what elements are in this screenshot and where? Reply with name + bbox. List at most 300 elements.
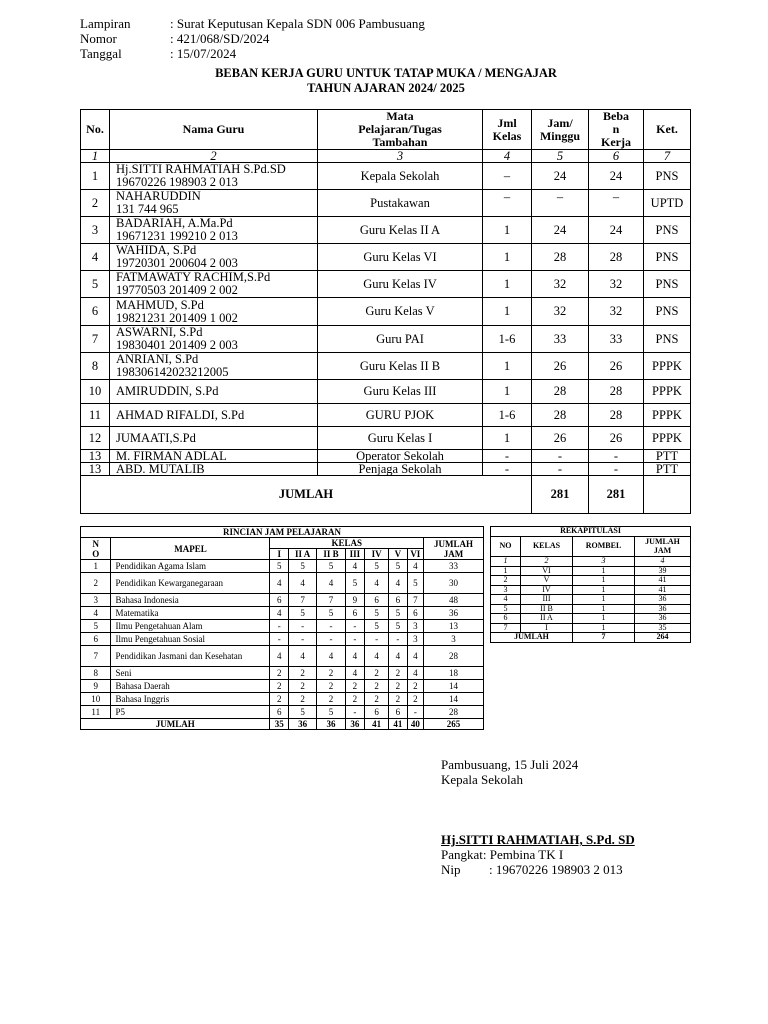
signature-nip-value: : 19670226 198903 2 013 <box>489 862 623 877</box>
rincian-hours: - <box>317 633 345 646</box>
rekap-kelas: VI <box>521 566 573 576</box>
rekap-jam: 35 <box>635 623 691 633</box>
rincian-total-cell: 36 <box>317 719 345 730</box>
rincian-hours: 6 <box>365 594 389 607</box>
keterangan: PNS <box>644 244 691 271</box>
teacher-nip: 19671231 199210 2 013 <box>116 229 238 243</box>
header-label: Tanggal <box>80 46 122 61</box>
rincian-hours: 5 <box>389 560 408 573</box>
col-header-beban-kerja <box>589 110 644 150</box>
rincian-hours: 9 <box>345 594 365 607</box>
jml-kelas: - <box>483 450 532 463</box>
rincian-total-cell: 35 <box>270 719 289 730</box>
rekap-total-row <box>491 633 691 643</box>
total-row <box>81 476 691 514</box>
rekap-no: 5 <box>491 604 521 614</box>
rincian-mapel: Pendidikan Agama Islam <box>111 560 270 573</box>
class-header: III <box>345 549 365 560</box>
teacher-task: Pustakawan <box>318 190 483 217</box>
teacher-task: Operator Sekolah <box>318 450 483 463</box>
teacher-task: Guru Kelas III <box>318 380 483 404</box>
jml-kelas: 1 <box>483 353 532 380</box>
rekap-header-row <box>491 537 691 557</box>
beban-kerja: 28 <box>589 404 644 427</box>
rincian-body <box>81 560 484 719</box>
jml-kelas: – <box>483 163 532 190</box>
class-header: IV <box>365 549 389 560</box>
rincian-row <box>81 607 484 620</box>
rekap-no: 1 <box>491 566 521 576</box>
keterangan: PTT <box>644 450 691 463</box>
rincian-hours: 2 <box>365 680 389 693</box>
index-cell: 1 <box>491 557 521 567</box>
keterangan: PNS <box>644 217 691 244</box>
rincian-hours: 5 <box>317 560 345 573</box>
rincian-hours: - <box>389 633 408 646</box>
table-row <box>81 404 691 427</box>
table-row <box>81 427 691 450</box>
rincian-row <box>81 680 484 693</box>
class-header: II B <box>317 549 345 560</box>
jam-minggu: – <box>532 190 589 217</box>
rincian-hours: 2 <box>288 667 316 680</box>
rekap-kelas: II A <box>521 614 573 624</box>
rincian-hours: - <box>345 706 365 719</box>
row-no: 11 <box>81 404 110 427</box>
teacher-task: Guru Kelas I <box>318 427 483 450</box>
rincian-no: 5 <box>81 620 111 633</box>
rincian-hours: 4 <box>365 646 389 667</box>
rekap-kelas: IV <box>521 585 573 595</box>
col-header-line: n <box>612 122 620 136</box>
rincian-no: 11 <box>81 706 111 719</box>
col-header-line: Beba <box>602 109 629 123</box>
index-cell: 4 <box>483 150 532 163</box>
rekap-jam: 36 <box>635 614 691 624</box>
row-no: 6 <box>81 298 110 326</box>
col-header-ket: Ket. <box>644 110 691 150</box>
beban-kerja: 33 <box>589 326 644 353</box>
teacher-name: AHMAD RIFALDI, S.Pd <box>110 404 318 427</box>
rincian-hours: 5 <box>288 706 316 719</box>
teacher-nip: 19821231 201409 1 002 <box>116 310 238 325</box>
rincian-hours: 6 <box>365 706 389 719</box>
teacher-name-cell <box>110 163 318 190</box>
rekap-no: 2 <box>491 576 521 586</box>
rekap-index-row <box>491 557 691 567</box>
rincian-mapel: Bahasa Inggris <box>111 693 270 706</box>
header-label: Lampiran <box>80 16 131 31</box>
rincian-hours: 4 <box>389 646 408 667</box>
rincian-title: RINCIAN JAM PELAJARAN <box>81 527 484 538</box>
jml-kelas: 1-6 <box>483 404 532 427</box>
teacher-nip: 19770503 201409 2 002 <box>116 283 238 297</box>
document-title <box>80 66 692 96</box>
rincian-jumlah: 28 <box>423 706 483 719</box>
rekap-no: 3 <box>491 585 521 595</box>
rincian-jumlah: 13 <box>423 620 483 633</box>
teacher-name-cell <box>110 353 318 380</box>
rincian-hours: 6 <box>407 607 423 620</box>
rekap-title-row <box>491 527 691 537</box>
rincian-hours: 2 <box>270 693 289 706</box>
teacher-name-cell <box>110 326 318 353</box>
header-label: Nomor <box>80 31 117 46</box>
col-header-nama: Nama Guru <box>110 110 318 150</box>
rincian-jumlah: 48 <box>423 594 483 607</box>
index-cell: 6 <box>589 150 644 163</box>
rincian-hours: 5 <box>288 560 316 573</box>
rincian-hours: 2 <box>317 693 345 706</box>
beban-kerja: 28 <box>589 380 644 404</box>
jam-minggu: 26 <box>532 427 589 450</box>
rekap-no: 6 <box>491 614 521 624</box>
rincian-hours: 2 <box>317 680 345 693</box>
rincian-jam-table <box>80 526 484 730</box>
row-no: 12 <box>81 427 110 450</box>
rekap-rombel: 1 <box>573 576 635 586</box>
rekap-row <box>491 576 691 586</box>
rincian-header-no <box>81 538 111 560</box>
row-no: 13 <box>81 450 110 463</box>
rincian-row <box>81 620 484 633</box>
teacher-name: Hj.SITTI RAHMATIAH S.Pd.SD <box>116 162 286 176</box>
rincian-no: 9 <box>81 680 111 693</box>
rincian-jumlah: 18 <box>423 667 483 680</box>
header-row-lampiran <box>80 16 425 31</box>
keterangan: PPPK <box>644 353 691 380</box>
rincian-hours: 4 <box>270 573 289 594</box>
rekap-body <box>491 566 691 633</box>
beban-kerja: 24 <box>589 163 644 190</box>
rincian-hours: - <box>345 633 365 646</box>
rincian-hours: - <box>288 620 316 633</box>
rincian-mapel: Seni <box>111 667 270 680</box>
rincian-hours: 6 <box>389 594 408 607</box>
teacher-workload-table <box>80 109 691 514</box>
teacher-name-cell <box>110 298 318 326</box>
col-header-line: Jam/ <box>547 115 573 130</box>
class-header: II A <box>288 549 316 560</box>
rincian-jumlah: 36 <box>423 607 483 620</box>
rekap-no: 7 <box>491 623 521 633</box>
rekap-kelas: III <box>521 595 573 605</box>
rincian-jumlah: 14 <box>423 680 483 693</box>
header-line: JAM <box>653 545 672 555</box>
row-no: 3 <box>81 217 110 244</box>
rincian-no: 8 <box>81 667 111 680</box>
teacher-task: Guru Kelas VI <box>318 244 483 271</box>
col-header-line: Kerja <box>601 135 631 149</box>
rincian-hours: - <box>270 633 289 646</box>
rincian-hours: 6 <box>389 706 408 719</box>
rekap-rombel: 1 <box>573 595 635 605</box>
rincian-mapel: P5 <box>111 706 270 719</box>
rincian-hours: 2 <box>389 667 408 680</box>
rincian-hours: 3 <box>407 620 423 633</box>
jam-minggu: 26 <box>532 353 589 380</box>
rekap-rombel: 1 <box>573 614 635 624</box>
table-row <box>81 163 691 190</box>
teacher-name-cell <box>110 217 318 244</box>
rincian-hours: 5 <box>407 573 423 594</box>
teacher-name: BADARIAH, A.Ma.Pd <box>116 216 233 230</box>
table-row <box>81 463 691 476</box>
teacher-name-cell <box>110 190 318 217</box>
column-index-row <box>81 150 691 163</box>
teacher-name: FATMAWATY RACHIM,S.Pd <box>116 270 271 284</box>
teacher-task: Guru PAI <box>318 326 483 353</box>
teacher-name-cell <box>110 271 318 298</box>
rekap-no: 4 <box>491 595 521 605</box>
header-line: JUMLAH <box>645 537 680 546</box>
class-header: I <box>270 549 289 560</box>
header-line: N <box>92 538 99 549</box>
rincian-total-label: JUMLAH <box>81 719 270 730</box>
jml-kelas: 1 <box>483 427 532 450</box>
teacher-name: AMIRUDDIN, S.Pd <box>110 380 318 404</box>
rekap-header-kelas: KELAS <box>521 537 573 557</box>
rincian-hours: 6 <box>345 607 365 620</box>
rincian-row <box>81 560 484 573</box>
rincian-hours: 5 <box>317 607 345 620</box>
rincian-hours: 2 <box>288 693 316 706</box>
rincian-mapel: Pendidikan Jasmani dan Kesehatan <box>111 646 270 667</box>
teacher-nip: 19670226 198903 2 013 <box>116 175 238 189</box>
teacher-name: WAHIDA, S.Pd <box>116 243 197 257</box>
rekap-kelas: V <box>521 576 573 586</box>
rekap-row <box>491 595 691 605</box>
rincian-hours: 4 <box>317 573 345 594</box>
index-cell: 3 <box>318 150 483 163</box>
rincian-row <box>81 646 484 667</box>
table-row <box>81 450 691 463</box>
title-line-2: TAHUN AJARAN 2024/ 2025 <box>307 81 465 95</box>
jam-minggu: 24 <box>532 217 589 244</box>
index-cell: 2 <box>521 557 573 567</box>
jml-kelas: 1 <box>483 244 532 271</box>
teacher-name: ANRIANI, S.Pd <box>116 352 199 366</box>
rekap-title: REKAPITULASI <box>491 527 691 537</box>
rincian-mapel: Matematika <box>111 607 270 620</box>
rincian-no: 4 <box>81 607 111 620</box>
jml-kelas: – <box>483 190 532 217</box>
total-label: JUMLAH <box>81 476 532 514</box>
header-row-nomor <box>80 31 425 46</box>
rincian-total-row <box>81 719 484 730</box>
rincian-no: 1 <box>81 560 111 573</box>
rincian-hours: 2 <box>365 667 389 680</box>
keterangan: PTT <box>644 463 691 476</box>
col-header-line: Minggu <box>539 128 580 143</box>
jam-minggu: 24 <box>532 163 589 190</box>
rincian-hours: - <box>317 620 345 633</box>
teacher-name: M. FIRMAN ADLAL <box>110 450 318 463</box>
rincian-no: 7 <box>81 646 111 667</box>
row-no: 2 <box>81 190 110 217</box>
rincian-hours: 4 <box>365 573 389 594</box>
teacher-task: GURU PJOK <box>318 404 483 427</box>
teacher-name: NAHARUDDIN <box>116 189 201 203</box>
rekap-jam: 36 <box>635 604 691 614</box>
rincian-hours: 6 <box>270 706 289 719</box>
rincian-no: 6 <box>81 633 111 646</box>
jam-minggu: 28 <box>532 244 589 271</box>
rekap-jam: 36 <box>635 595 691 605</box>
rincian-header-kelas: KELAS <box>270 538 424 549</box>
teacher-nip: 19830401 201409 2 003 <box>116 338 238 352</box>
rincian-jumlah: 28 <box>423 646 483 667</box>
teacher-name-cell <box>110 244 318 271</box>
signature-pangkat: Pangkat: Pembina TK I <box>441 847 564 862</box>
rincian-header-jumlah <box>423 538 483 560</box>
rincian-header-mapel: MAPEL <box>111 538 270 560</box>
rincian-total-cell: 41 <box>365 719 389 730</box>
rincian-hours: 4 <box>270 646 289 667</box>
rincian-no: 3 <box>81 594 111 607</box>
rincian-hours: 6 <box>270 594 289 607</box>
rincian-row <box>81 667 484 680</box>
rincian-hours: 2 <box>345 693 365 706</box>
jml-kelas: 1-6 <box>483 326 532 353</box>
teacher-task: Kepala Sekolah <box>318 163 483 190</box>
signature-name: Hj.SITTI RAHMATIAH, S.Pd. SD <box>441 832 635 847</box>
col-header-jml-kelas <box>483 110 532 150</box>
rekap-total-label: JUMLAH <box>491 633 573 643</box>
teacher-name: MAHMUD, S.Pd <box>116 297 204 312</box>
rincian-hours: 4 <box>345 667 365 680</box>
table-row <box>81 326 691 353</box>
rekap-header-jumlah <box>635 537 691 557</box>
signature-nip <box>441 862 635 877</box>
index-cell: 2 <box>110 150 318 163</box>
rincian-mapel: Ilmu Pengetahuan Sosial <box>111 633 270 646</box>
rincian-hours: 3 <box>407 633 423 646</box>
row-no: 13 <box>81 463 110 476</box>
table-row <box>81 217 691 244</box>
jam-minggu: 32 <box>532 271 589 298</box>
rincian-mapel: Bahasa Daerah <box>111 680 270 693</box>
header-row-tanggal <box>80 46 425 61</box>
rincian-row <box>81 706 484 719</box>
beban-kerja: 26 <box>589 427 644 450</box>
teacher-task: Penjaga Sekolah <box>318 463 483 476</box>
rincian-hours: - <box>270 620 289 633</box>
rincian-hours: 2 <box>407 680 423 693</box>
rincian-header-row <box>81 538 484 549</box>
rincian-hours: 4 <box>317 646 345 667</box>
rekap-jam: 41 <box>635 576 691 586</box>
rincian-row <box>81 633 484 646</box>
rincian-hours: 5 <box>365 560 389 573</box>
header-line: O <box>92 548 100 559</box>
rincian-hours: 5 <box>389 620 408 633</box>
rincian-hours: 5 <box>288 607 316 620</box>
row-no: 4 <box>81 244 110 271</box>
header-line: JAM <box>443 548 464 559</box>
rekap-total-rombel: 7 <box>573 633 635 643</box>
beban-kerja: – <box>589 190 644 217</box>
index-cell: 1 <box>81 150 110 163</box>
rincian-hours: 2 <box>389 680 408 693</box>
teacher-nip: 131 744 965 <box>116 202 179 216</box>
jam-minggu: 28 <box>532 404 589 427</box>
index-cell: 4 <box>635 557 691 567</box>
teacher-name: ASWARNI, S.Pd <box>116 325 203 339</box>
rincian-jumlah: 3 <box>423 633 483 646</box>
beban-kerja: - <box>589 463 644 476</box>
teacher-task: Guru Kelas II B <box>318 353 483 380</box>
rincian-hours: 2 <box>407 693 423 706</box>
rekap-total-jam: 264 <box>635 633 691 643</box>
rincian-hours: 5 <box>270 560 289 573</box>
table-row <box>81 271 691 298</box>
rincian-hours: 5 <box>365 607 389 620</box>
rincian-mapel: Ilmu Pengetahuan Alam <box>111 620 270 633</box>
rekapitulasi-table <box>490 526 691 643</box>
rincian-hours: 5 <box>317 706 345 719</box>
rekap-jam: 41 <box>635 585 691 595</box>
table-header-row <box>81 110 691 150</box>
col-header-line: Jml <box>497 115 517 130</box>
keterangan: PPPK <box>644 404 691 427</box>
header-value: : 421/068/SD/2024 <box>170 31 270 46</box>
total-jam: 281 <box>532 476 589 514</box>
rincian-row <box>81 573 484 594</box>
rincian-total-cell: 41 <box>389 719 408 730</box>
rekap-kelas: I <box>521 623 573 633</box>
rincian-title-row <box>81 527 484 538</box>
beban-kerja: 32 <box>589 271 644 298</box>
rincian-mapel: Bahasa Indonesia <box>111 594 270 607</box>
teacher-task: Guru Kelas V <box>318 298 483 326</box>
class-header: VI <box>407 549 423 560</box>
signature-block <box>441 757 635 877</box>
beban-kerja: 26 <box>589 353 644 380</box>
rincian-hours: 4 <box>345 646 365 667</box>
col-header-mapel-line: Pelajaran/Tugas <box>358 122 442 136</box>
row-no: 1 <box>81 163 110 190</box>
rincian-jumlah: 30 <box>423 573 483 594</box>
rincian-hours: - <box>365 633 389 646</box>
table-row <box>81 298 691 326</box>
rekap-rombel: 1 <box>573 585 635 595</box>
jml-kelas: 1 <box>483 217 532 244</box>
row-no: 7 <box>81 326 110 353</box>
signature-nip-label: Nip <box>441 862 461 877</box>
jam-minggu: - <box>532 463 589 476</box>
jml-kelas: - <box>483 463 532 476</box>
index-cell: 7 <box>644 150 691 163</box>
rincian-hours: 4 <box>407 560 423 573</box>
keterangan: PPPK <box>644 380 691 404</box>
rincian-hours: - <box>345 620 365 633</box>
rincian-hours: 2 <box>270 680 289 693</box>
total-beban: 281 <box>589 476 644 514</box>
rincian-hours: 4 <box>407 667 423 680</box>
row-no: 10 <box>81 380 110 404</box>
teacher-nip: 19720301 200604 2 003 <box>116 256 238 270</box>
teacher-task: Guru Kelas II A <box>318 217 483 244</box>
title-line-1: BEBAN KERJA GURU UNTUK TATAP MUKA / MENGAJAR <box>215 66 557 80</box>
rekap-header-rombel: ROMBEL <box>573 537 635 557</box>
rincian-hours: 4 <box>270 607 289 620</box>
rincian-hours: - <box>407 706 423 719</box>
beban-kerja: 32 <box>589 298 644 326</box>
rincian-no: 10 <box>81 693 111 706</box>
rincian-hours: 4 <box>288 646 316 667</box>
rincian-hours: - <box>288 633 316 646</box>
